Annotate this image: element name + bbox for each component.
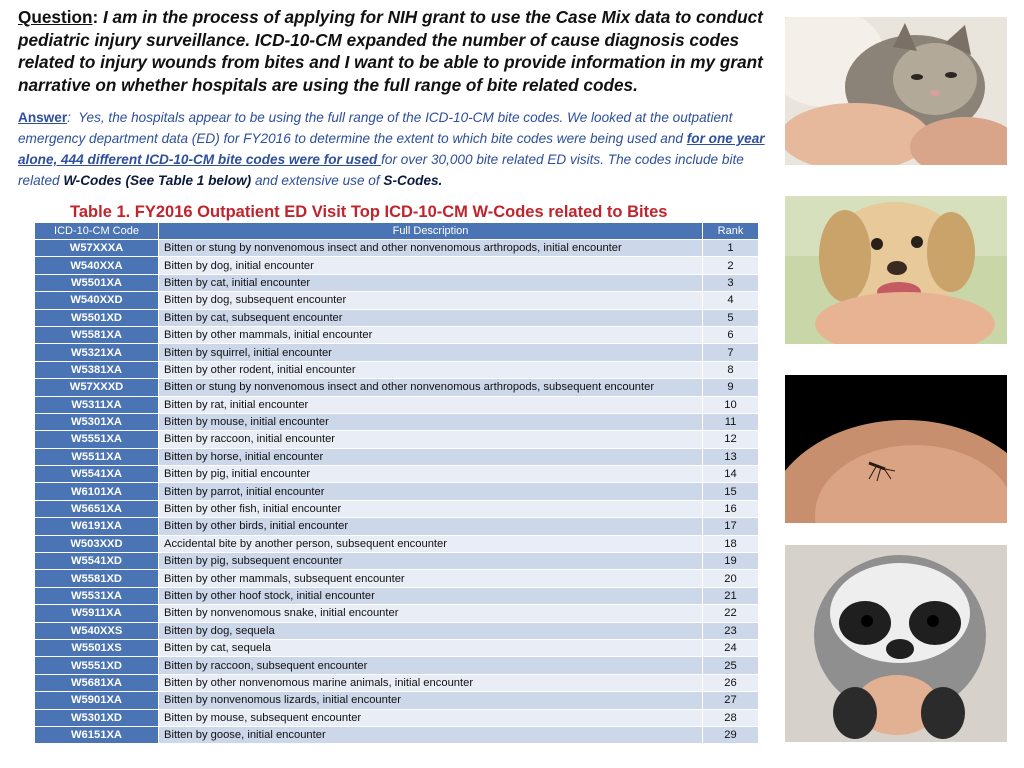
rank-cell: 22: [703, 605, 759, 622]
icd-code-cell: W5581XD: [35, 570, 159, 587]
rank-cell: 5: [703, 309, 759, 326]
icd-code-cell: W5531XA: [35, 587, 159, 604]
rank-cell: 8: [703, 361, 759, 378]
kitten-biting-hand-photo: [785, 17, 1007, 165]
rank-cell: 25: [703, 657, 759, 674]
icd-code-cell: W5681XA: [35, 674, 159, 691]
description-cell: Bitten by dog, initial encounter: [159, 257, 703, 274]
description-cell: Bitten by other birds, initial encounter: [159, 518, 703, 535]
question-paragraph: Question: I am in the process of applying for NIH grant to use the Case Mix data to conduct pediatric injury surveillance. ICD-10-CM expanded the number of cause diagnosis codes related to injury wounds from bites and I want to be able to provide information in my grant narrative on whether hospitals are using the full range of bite related codes.: [18, 7, 763, 95]
table-row: [35, 709, 759, 726]
icd-code-cell: W5381XA: [35, 361, 159, 378]
rank-cell: 29: [703, 726, 759, 743]
description-cell: Bitten by other nonvenomous marine animals, initial encounter: [159, 674, 703, 691]
table-row: [35, 587, 759, 604]
table-row: [35, 292, 759, 309]
table-row: [35, 448, 759, 465]
table-row: [35, 500, 759, 517]
icd-code-cell: W5301XA: [35, 413, 159, 430]
table-row: [35, 535, 759, 552]
icd-code-cell: W5651XA: [35, 500, 159, 517]
table-row: [35, 518, 759, 535]
answer-label: Answer: [18, 110, 68, 125]
description-cell: Bitten by other hoof stock, initial encounter: [159, 587, 703, 604]
icd-code-cell: W5541XD: [35, 553, 159, 570]
table-row: [35, 570, 759, 587]
table-row: [35, 553, 759, 570]
header-code: ICD-10-CM Code: [35, 223, 159, 240]
rank-cell: 16: [703, 500, 759, 517]
table-row: [35, 396, 759, 413]
description-cell: Bitten by squirrel, initial encounter: [159, 344, 703, 361]
rank-cell: 13: [703, 448, 759, 465]
bite-codes-table: [34, 222, 759, 744]
icd-code-cell: W5551XD: [35, 657, 159, 674]
rank-cell: 23: [703, 622, 759, 639]
table-row: [35, 466, 759, 483]
answer-text-part2: for over 30,000 bite related ED visits. The codes include bite related: [18, 152, 744, 188]
mosquito-on-skin-photo: [785, 375, 1007, 523]
description-cell: Bitten by horse, initial encounter: [159, 448, 703, 465]
description-cell: Bitten or stung by nonvenomous insect and other nonvenomous arthropods, initial encounter: [159, 240, 703, 257]
description-cell: Bitten by raccoon, initial encounter: [159, 431, 703, 448]
table-row: [35, 326, 759, 343]
icd-code-cell: W5581XA: [35, 326, 159, 343]
table-row: [35, 309, 759, 326]
rank-cell: 18: [703, 535, 759, 552]
description-cell: Bitten by nonvenomous snake, initial encounter: [159, 605, 703, 622]
description-cell: Bitten by other mammals, initial encounter: [159, 326, 703, 343]
rank-cell: 24: [703, 639, 759, 656]
rank-cell: 7: [703, 344, 759, 361]
description-cell: Bitten by other rodent, initial encounter: [159, 361, 703, 378]
rank-cell: 17: [703, 518, 759, 535]
icd-code-cell: W6101XA: [35, 483, 159, 500]
description-cell: Bitten by mouse, initial encounter: [159, 413, 703, 430]
table-title: Table 1. FY2016 Outpatient ED Visit Top ICD-10-CM W-Codes related to Bites: [70, 203, 668, 221]
rank-cell: 4: [703, 292, 759, 309]
question-text: I am in the process of applying for NIH grant to use the Case Mix data to conduct pediatric injury surveillance. ICD-10-CM expanded the number of cause diagnosis codes related to injury wounds from bites and I want to be able to provide information in my grant narrative on whether hospitals are using the full range of bite related codes.: [18, 7, 763, 95]
icd-code-cell: W503XXD: [35, 535, 159, 552]
description-cell: Bitten by cat, initial encounter: [159, 274, 703, 291]
icd-code-cell: W6151XA: [35, 726, 159, 743]
description-cell: Bitten by pig, subsequent encounter: [159, 553, 703, 570]
table-row: [35, 726, 759, 743]
table-row: [35, 413, 759, 430]
icd-code-cell: W5551XA: [35, 431, 159, 448]
rank-cell: 1: [703, 240, 759, 257]
icd-code-cell: W57XXXA: [35, 240, 159, 257]
table-row: [35, 622, 759, 639]
icd-code-cell: W5311XA: [35, 396, 159, 413]
icd-code-cell: W5911XA: [35, 605, 159, 622]
description-cell: Bitten by cat, subsequent encounter: [159, 309, 703, 326]
description-cell: Bitten by rat, initial encounter: [159, 396, 703, 413]
rank-cell: 6: [703, 326, 759, 343]
description-cell: Bitten by dog, subsequent encounter: [159, 292, 703, 309]
table-row: [35, 240, 759, 257]
rank-cell: 12: [703, 431, 759, 448]
table-row: [35, 657, 759, 674]
description-cell: Bitten by pig, initial encounter: [159, 466, 703, 483]
description-cell: Bitten by cat, sequela: [159, 639, 703, 656]
rank-cell: 27: [703, 692, 759, 709]
table-body: [35, 240, 759, 744]
icd-code-cell: W5321XA: [35, 344, 159, 361]
rank-cell: 15: [703, 483, 759, 500]
description-cell: Bitten by goose, initial encounter: [159, 726, 703, 743]
description-cell: Bitten by nonvenomous lizards, initial encounter: [159, 692, 703, 709]
description-cell: Bitten by other fish, initial encounter: [159, 500, 703, 517]
rank-cell: 20: [703, 570, 759, 587]
answer-paragraph: Answer: Yes, the hospitals appear to be using the full range of the ICD-10-CM bite codes. We looked at the outpatient emergency department data (ED) for FY2016 to determine the extent to which bite codes were being used and for one year alone, 444 different ICD-10-CM bite codes were for used for over 30,000 bite related ED visits. The codes include bite related W-Codes (See Table 1 below) and extensive use of S-Codes.: [18, 110, 765, 188]
answer-scodes: S-Codes.: [383, 173, 443, 188]
table-row: [35, 692, 759, 709]
icd-code-cell: W5901XA: [35, 692, 159, 709]
description-cell: Bitten by mouse, subsequent encounter: [159, 709, 703, 726]
answer-highlight: for one year alone, 444 different ICD-10-CM bite codes were for used: [18, 131, 765, 167]
rank-cell: 2: [703, 257, 759, 274]
rank-cell: 10: [703, 396, 759, 413]
icd-code-cell: W6191XA: [35, 518, 159, 535]
description-cell: Bitten by other mammals, subsequent encounter: [159, 570, 703, 587]
table-header-row: [35, 223, 759, 240]
header-description: Full Description: [159, 223, 703, 240]
rank-cell: 11: [703, 413, 759, 430]
icd-code-cell: W540XXD: [35, 292, 159, 309]
icd-code-cell: W540XXA: [35, 257, 159, 274]
description-cell: Bitten by dog, sequela: [159, 622, 703, 639]
answer-text-part3: and extensive use of: [251, 173, 384, 188]
table-row: [35, 483, 759, 500]
table-row: [35, 431, 759, 448]
puppy-biting-hand-photo: [785, 196, 1007, 344]
icd-code-cell: W57XXXD: [35, 379, 159, 396]
icd-code-cell: W5501XS: [35, 639, 159, 656]
description-cell: Accidental bite by another person, subsequent encounter: [159, 535, 703, 552]
icd-code-cell: W5301XD: [35, 709, 159, 726]
table-row: [35, 361, 759, 378]
table-row: [35, 274, 759, 291]
icd-code-cell: W5511XA: [35, 448, 159, 465]
rank-cell: 14: [703, 466, 759, 483]
table-row: [35, 257, 759, 274]
rank-cell: 9: [703, 379, 759, 396]
icd-code-cell: W540XXS: [35, 622, 159, 639]
rank-cell: 26: [703, 674, 759, 691]
rank-cell: 28: [703, 709, 759, 726]
icd-code-cell: W5501XD: [35, 309, 159, 326]
rank-cell: 19: [703, 553, 759, 570]
description-cell: Bitten by raccoon, subsequent encounter: [159, 657, 703, 674]
description-cell: Bitten by parrot, initial encounter: [159, 483, 703, 500]
table-row: [35, 344, 759, 361]
icd-code-cell: W5501XA: [35, 274, 159, 291]
baby-raccoon-photo: [785, 545, 1007, 742]
table-row: [35, 605, 759, 622]
icd-code-cell: W5541XA: [35, 466, 159, 483]
question-label: Question: [18, 7, 93, 27]
table-row: [35, 639, 759, 656]
table-row: [35, 674, 759, 691]
header-rank: Rank: [703, 223, 759, 240]
answer-wcodes: W-Codes (See Table 1 below): [63, 173, 252, 188]
description-cell: Bitten or stung by nonvenomous insect and other nonvenomous arthropods, subsequent encounter: [159, 379, 703, 396]
rank-cell: 3: [703, 274, 759, 291]
table-row: [35, 379, 759, 396]
answer-text-part1: Yes, the hospitals appear to be using the full range of the ICD-10-CM bite codes. We looked at the outpatient emergency department data (ED) for FY2016 to determine the extent to which bite codes were being used and: [18, 110, 733, 146]
rank-cell: 21: [703, 587, 759, 604]
